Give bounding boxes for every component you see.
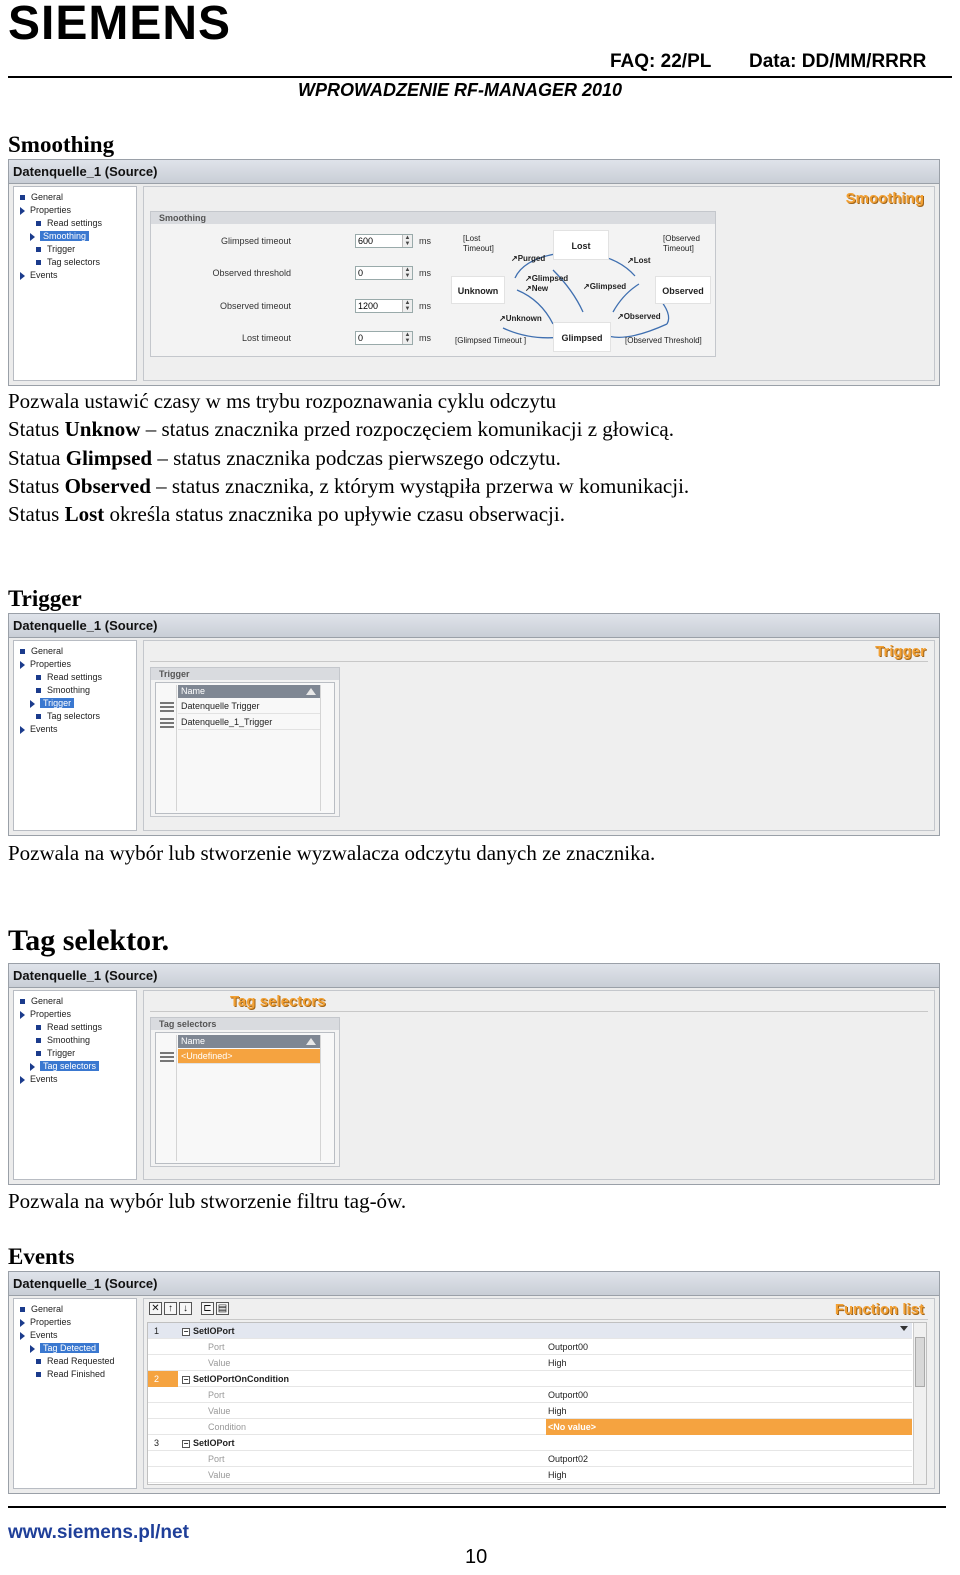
collapse-icon[interactable]: − — [183, 1327, 189, 1336]
tree-item-read-finished[interactable]: Read Finished — [36, 1368, 105, 1380]
node-icon — [36, 1025, 41, 1030]
parameter-row[interactable]: Value High — [148, 1467, 912, 1483]
parameter-row[interactable]: Port Outport00 — [148, 1387, 912, 1403]
grid-divider — [176, 1035, 177, 1161]
node-icon — [20, 999, 25, 1004]
parameter-row[interactable]: Condition <No value> — [148, 1419, 912, 1435]
expand-arrow-icon — [20, 726, 25, 734]
trigger-grid — [155, 682, 335, 814]
grid-row[interactable]: Datenquelle Trigger — [178, 699, 320, 714]
spinner-icon[interactable]: ▲ ▼ — [402, 332, 412, 344]
row-handle-icon[interactable] — [160, 702, 174, 712]
panel-titlebar: Datenquelle_1 (Source) — [9, 160, 939, 184]
navigation-tree — [13, 990, 137, 1180]
unit-label: ms — [419, 268, 431, 278]
tree-item-smoothing[interactable]: Smoothing — [30, 230, 89, 242]
lost-timeout-input[interactable]: 0 ▲ ▼ — [355, 331, 413, 345]
trigger-description: Pozwala na wybór lub stworzenie wyzwalacza odczytu danych ze znacznika. — [8, 841, 656, 865]
title-divider — [150, 661, 928, 662]
state-unknown: Unknown — [451, 276, 505, 304]
spinner-icon[interactable]: ▲ ▼ — [402, 267, 412, 279]
lost-timeout-label: Lost timeout — [241, 333, 291, 343]
grid-header-name[interactable]: Name — [178, 1035, 320, 1048]
observed-threshold-input[interactable]: 0 ▲ ▼ — [355, 266, 413, 280]
panel-titlebar: Datenquelle_1 (Source) — [9, 964, 939, 988]
tree-item-read-settings[interactable]: Read settings — [36, 217, 102, 229]
section-heading-smoothing: Smoothing — [8, 132, 115, 157]
faq-number: FAQ: 22/PL — [610, 51, 712, 72]
row-handle-icon[interactable] — [160, 1052, 174, 1062]
footer-link[interactable]: www.siemens.pl/net — [8, 1522, 189, 1543]
siemens-logo: SIEMENS — [8, 0, 232, 50]
spinner-icon[interactable]: ▲ ▼ — [402, 300, 412, 312]
tree-item-events[interactable]: Events — [20, 269, 58, 281]
tree-item-trigger[interactable]: Trigger — [36, 243, 75, 255]
function-row[interactable]: 2 − SetIOPortOnCondition — [148, 1371, 912, 1387]
selected-arrow-icon — [30, 233, 35, 241]
document-date: Data: DD/MM/RRRR — [749, 51, 927, 72]
node-icon — [20, 195, 25, 200]
paragraph-line: Status Unknow – status znacznika przed rozpoczęciem komunikacji z głowicą. — [8, 417, 674, 442]
tree-item-tag-selectors[interactable]: Tag selectors — [36, 256, 100, 268]
tree-item-properties[interactable]: Properties — [20, 1316, 71, 1328]
function-list-table — [147, 1322, 927, 1485]
row-handle-icon[interactable] — [160, 718, 174, 728]
tree-item-general[interactable]: General — [20, 995, 63, 1007]
parameter-row[interactable]: Value High — [148, 1403, 912, 1419]
properties-content — [143, 990, 935, 1180]
move-down-icon[interactable]: ↓ — [179, 1302, 192, 1315]
tag-selectors-group — [150, 1017, 340, 1167]
list-icon[interactable]: ▤ — [217, 1303, 228, 1314]
vertical-scrollbar[interactable] — [913, 1323, 926, 1484]
section-heading-tag-selector: Tag selektor. — [8, 924, 170, 957]
collapse-icon[interactable]: − — [183, 1375, 189, 1384]
header-divider — [8, 76, 952, 78]
glimpsed-timeout-input[interactable]: 600 ▲ ▼ — [355, 234, 413, 248]
trigger-screenshot — [8, 613, 940, 836]
expand-arrow-icon — [20, 272, 25, 280]
expand-arrow-icon — [20, 1319, 25, 1327]
tree-item-tag-selectors[interactable]: Tag selectors — [30, 1060, 99, 1072]
properties-content — [143, 640, 935, 831]
state-lost: Lost — [553, 230, 609, 260]
collapse-icon[interactable]: ⊏ — [201, 1302, 214, 1315]
grid-row[interactable]: Datenquelle_1_Trigger — [178, 715, 320, 730]
grid-divider — [320, 1035, 321, 1161]
selected-arrow-icon — [30, 700, 35, 708]
node-icon — [36, 1372, 41, 1377]
function-row[interactable]: 3 − SetIOPort — [148, 1435, 912, 1451]
node-icon — [36, 1051, 41, 1056]
events-screenshot — [8, 1271, 940, 1494]
parameter-row[interactable]: Port Outport02 — [148, 1451, 912, 1467]
expand-arrow-icon — [20, 661, 25, 669]
section-heading-trigger: Trigger — [8, 586, 82, 611]
panel-titlebar: Datenquelle_1 (Source) — [9, 1272, 939, 1296]
move-up-icon[interactable]: ↑ — [164, 1302, 177, 1315]
parameter-row[interactable]: Value High — [148, 1355, 912, 1371]
expand-arrow-icon — [20, 1011, 25, 1019]
tree-item-trigger[interactable]: Trigger — [30, 697, 74, 709]
label-glimpsed-new: ↗Glimpsed ↗New — [525, 274, 569, 293]
collapse-icon[interactable]: − — [183, 1439, 189, 1448]
node-icon — [36, 221, 41, 226]
tag-selectors-grid — [155, 1032, 335, 1164]
document-title: WPROWADZENIE RF-MANAGER 2010 — [298, 80, 623, 100]
group-title: Tag selectors — [151, 1018, 339, 1030]
title-divider — [150, 1011, 928, 1012]
function-row[interactable]: 1 − SetIOPort — [148, 1323, 912, 1339]
label-unknown: ↗Unknown — [499, 314, 542, 323]
node-icon — [36, 688, 41, 693]
paragraph-line: Statua Glimpsed – status znacznika podczas pierwszego odczytu. — [8, 445, 561, 470]
group-title: Smoothing — [151, 212, 715, 224]
footer-divider — [8, 1506, 946, 1508]
smoothing-group — [150, 211, 716, 357]
smoothing-screenshot — [8, 159, 940, 386]
tree-item-events[interactable]: Events — [20, 1073, 58, 1085]
tree-item-properties[interactable]: Properties — [20, 658, 71, 670]
paragraph-line: Status Observed – status znacznika, z którym wystąpiła przerwa w komunikacji. — [8, 473, 690, 498]
tree-item-smoothing[interactable]: Smoothing — [36, 684, 90, 696]
grid-row-selected[interactable]: <Undefined> — [178, 1049, 320, 1064]
tree-item-tag-selectors[interactable]: Tag selectors — [36, 710, 100, 722]
selected-arrow-icon — [30, 1063, 35, 1071]
unit-label: ms — [419, 333, 431, 343]
observed-timeout-input[interactable]: 1200 ▲ ▼ — [355, 299, 413, 313]
node-icon — [36, 247, 41, 252]
tree-item-smoothing[interactable]: Smoothing — [36, 1034, 90, 1046]
grid-divider — [176, 685, 177, 811]
label-lost-timeout: [Lost Timeout] — [463, 234, 494, 253]
unit-label: ms — [419, 236, 431, 246]
section-heading-events: Events — [8, 1244, 75, 1269]
corner-title-smoothing: Smoothing — [845, 190, 924, 207]
sort-icon — [306, 688, 316, 695]
observed-timeout-label: Observed timeout — [219, 301, 291, 311]
label-lost: ↗Lost — [627, 256, 651, 265]
corner-title-trigger: Trigger — [875, 643, 926, 660]
label-observed-threshold: [Observed Threshold] — [625, 336, 702, 345]
node-icon — [36, 714, 41, 719]
node-icon — [36, 675, 41, 680]
node-icon — [36, 1359, 41, 1364]
group-title: Trigger — [151, 668, 339, 680]
glimpsed-timeout-label: Glimpsed timeout — [220, 236, 291, 246]
grid-divider — [320, 685, 321, 811]
tree-item-read-requested[interactable]: Read Requested — [36, 1355, 115, 1367]
node-icon — [20, 649, 25, 654]
tree-item-tag-detected[interactable]: Tag Detected — [30, 1342, 99, 1354]
tree-item-events[interactable]: Events — [20, 723, 58, 735]
tree-item-general[interactable]: General — [20, 645, 63, 657]
label-glimpsed: ↗Glimpsed — [583, 282, 627, 291]
corner-title-tag-selectors: Tag selectors — [230, 993, 326, 1010]
label-observed-timeout: [Observed Timeout] — [663, 234, 700, 253]
tag-selectors-screenshot — [8, 963, 940, 1185]
tree-item-general[interactable]: General — [20, 1303, 63, 1315]
node-icon — [36, 1038, 41, 1043]
sort-icon — [306, 1038, 316, 1045]
observed-threshold-label: Observed threshold — [212, 268, 291, 278]
delete-icon[interactable]: ✕ — [149, 1302, 162, 1315]
dropdown-icon[interactable] — [900, 1326, 908, 1331]
state-glimpsed: Glimpsed — [553, 322, 611, 352]
panel-titlebar: Datenquelle_1 (Source) — [9, 614, 939, 638]
tree-item-read-settings[interactable]: Read settings — [36, 1021, 102, 1033]
navigation-tree — [13, 1298, 137, 1489]
node-icon — [20, 1307, 25, 1312]
tree-item-properties[interactable]: Properties — [20, 204, 71, 216]
expand-arrow-icon — [20, 1076, 25, 1084]
tree-item-trigger[interactable]: Trigger — [36, 1047, 75, 1059]
smoothing-description — [8, 387, 689, 528]
paragraph-line: Status Lost określa status znacznika po upływie czasu obserwacji. — [8, 502, 565, 527]
page-number: 10 — [465, 1546, 488, 1568]
expand-arrow-icon — [20, 207, 25, 215]
scroll-thumb[interactable] — [915, 1337, 925, 1387]
tree-item-properties[interactable]: Properties — [20, 1008, 71, 1020]
spinner-icon[interactable]: ▲ ▼ — [402, 235, 412, 247]
title-divider — [200, 1319, 928, 1320]
navigation-tree — [13, 640, 137, 831]
properties-content — [143, 186, 935, 381]
selected-arrow-icon — [30, 1345, 35, 1353]
label-purged: ↗Purged — [511, 254, 546, 263]
paragraph-line: Pozwala ustawić czasy w ms trybu rozpoznawania cyklu odczytu — [8, 389, 557, 413]
node-icon — [36, 260, 41, 265]
tag-selector-description: Pozwala na wybór lub stworzenie filtru tag-ów. — [8, 1189, 407, 1213]
grid-header-name[interactable]: Name — [178, 685, 320, 698]
trigger-group — [150, 667, 340, 817]
tree-item-read-settings[interactable]: Read settings — [36, 671, 102, 683]
tree-item-events[interactable]: Events — [20, 1329, 58, 1341]
parameter-row[interactable]: Port Outport00 — [148, 1339, 912, 1355]
unit-label: ms — [419, 301, 431, 311]
navigation-tree — [13, 186, 137, 381]
state-observed: Observed — [655, 276, 711, 304]
corner-title-function-list: Function list — [834, 1301, 924, 1318]
expand-arrow-icon — [20, 1332, 25, 1340]
label-glimpsed-timeout: [Glimpsed Timeout ] — [455, 336, 527, 345]
label-observed: ↗Observed — [617, 312, 661, 321]
tree-item-general[interactable]: General — [20, 191, 63, 203]
